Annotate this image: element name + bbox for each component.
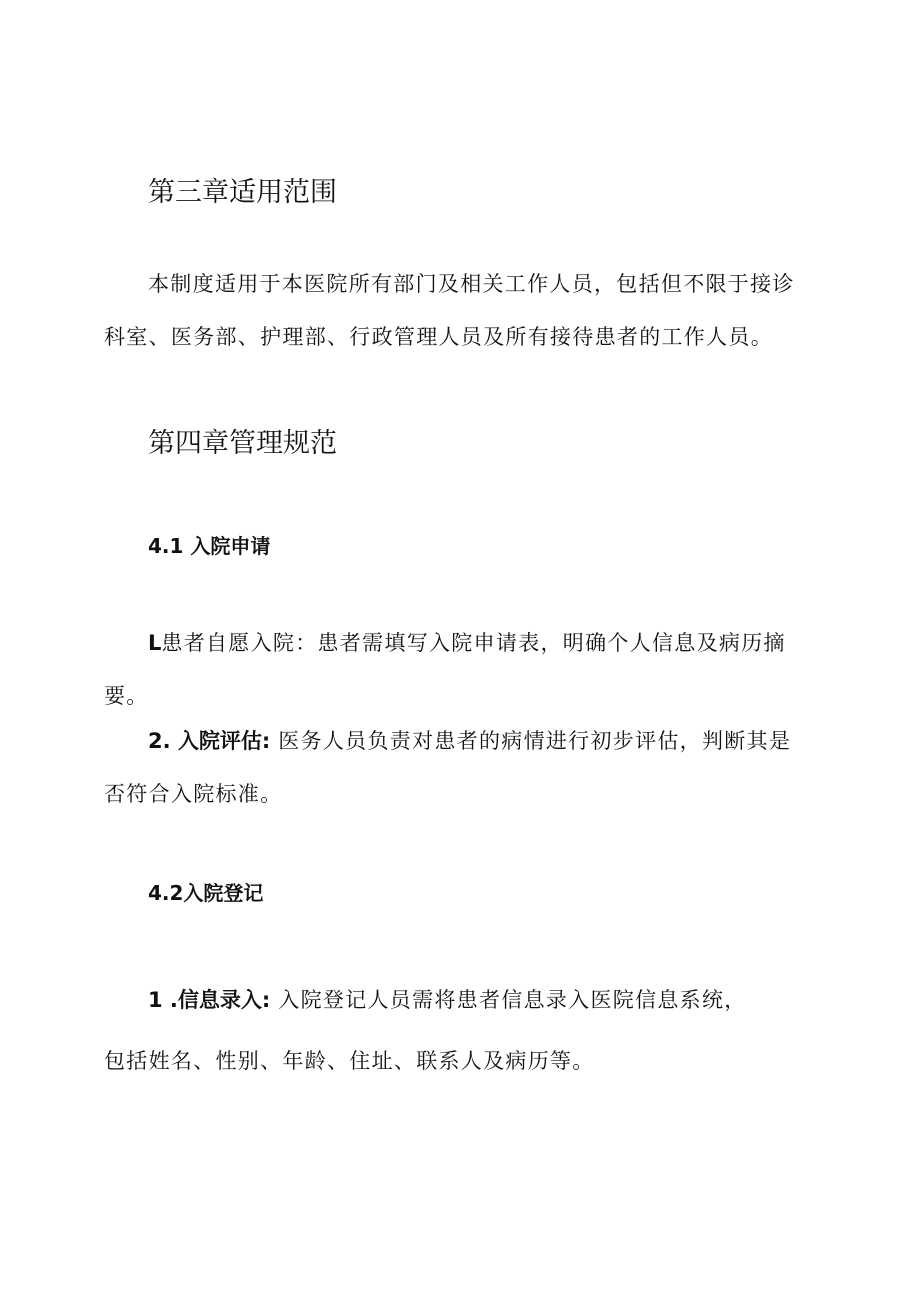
item-2-line-2: 否符合入院标准。 [104, 782, 283, 806]
chapter-4-title: 第四章管理规范 [148, 428, 337, 459]
section-4-1-heading: 4.1 入院申请 [148, 534, 271, 558]
item-1-line-2: 要。 [104, 684, 149, 708]
chapter-3-line-1: 本制度适用于本医院所有部门及相关工作人员，包括但不限于接诊 [148, 272, 795, 296]
item-1-text: 患者自愿入院：患者需填写入院申请表，明确个人信息及病历摘 [161, 631, 786, 655]
item-1-line-1 [104, 617, 820, 670]
item-2-line-1 [104, 715, 820, 768]
chapter-3-title: 第三章适用范围 [148, 177, 337, 208]
item-1-lead: L [148, 631, 162, 655]
section-4-1-item-2 [104, 715, 820, 821]
section-4-1-item-1 [104, 617, 820, 723]
section-4-2-heading: 4.2入院登记 [148, 881, 264, 905]
item-2-lead: 2. 入院评估: [148, 729, 271, 753]
item-3-line-2: 包括姓名、性别、年龄、住址、联系人及病历等。 [104, 1049, 595, 1073]
item-3-line-1 [104, 974, 820, 1027]
chapter-3-line-2: 科室、医务部、护理部、行政管理人员及所有接待患者的工作人员。 [104, 325, 773, 349]
item-3-text: 入院登记人员需将患者信息录入医院信息系统， [270, 988, 747, 1012]
item-3-lead: 1 .信息录入: [148, 988, 271, 1012]
item-2-text: 医务人员负责对患者的病情进行初步评估，判断其是 [270, 729, 792, 753]
section-4-2-item-1 [104, 974, 820, 1088]
chapter-3-paragraph [104, 258, 820, 364]
